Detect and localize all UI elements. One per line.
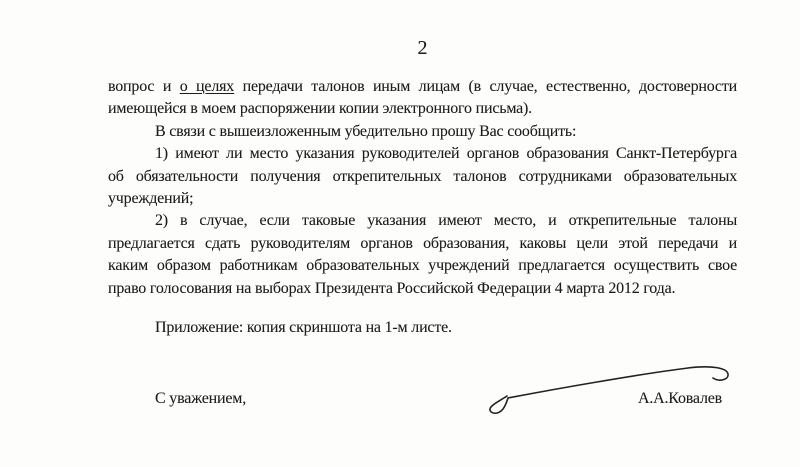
body-line-text: вопрос и [108,78,172,95]
body-line: право голосования на выборах Президента Российской Федерации 4 марта 2012 года. [108,279,676,297]
body-line: об обязательности получения открепительных талонов сотрудниками образовательных [108,167,737,185]
signatory-name: А.А.Ковалев [637,390,722,408]
signature-block [108,388,737,430]
body-line: 2) в случае, если таковые указания имеют место, и открепительные талоны [155,212,737,230]
body-line-text: передачи талонов иным лицам (в случае, естественно, достоверности [242,78,737,95]
page-number: 2 [417,37,428,59]
attachment-line: Приложение: копия скриншота на 1-м листе. [155,319,452,337]
text-column [108,36,737,430]
body-line: имеющейся в моем распоряжении копии электронного письма). [108,100,532,118]
body-line: В связи с вышеизложенным убедительно прошу Вас сообщить: [155,122,577,140]
closing-phrase: С уважением, [155,390,247,408]
body-line: предлагается сдать руководителям органов образования, каковы цели этой передачи и [108,234,737,252]
body-line: каким образом работникам образовательных учреждений предлагается осуществить свое [108,257,737,275]
body-line: 1) имеют ли место указания руководителей органов образования Санкт-Петербурга [155,145,737,163]
underlined-phrase: о целях [179,78,235,95]
body-line [108,76,737,98]
body-line: учреждений; [108,190,194,208]
